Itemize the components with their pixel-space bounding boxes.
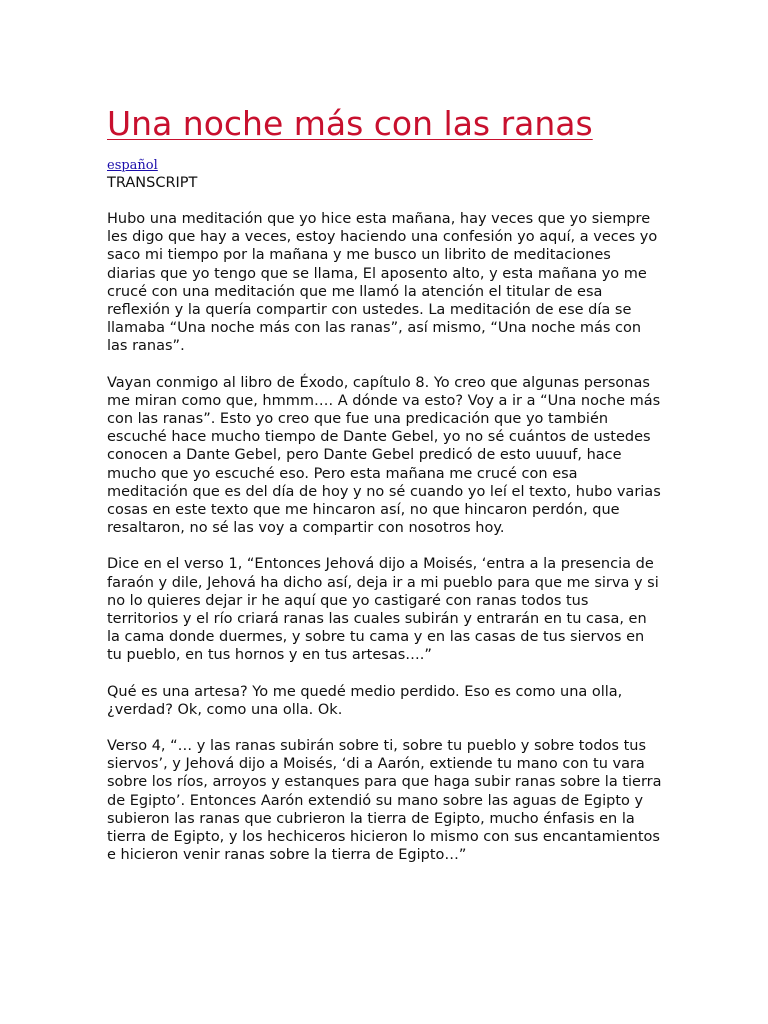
paragraph-5: Verso 4, “… y las ranas subirán sobre ti, sobre tu pueblo y sobre todos tus siervos’, y Jehová dijo a Moisés, ‘di a Aarón, extiende tu mano con tu vara sobre los ríos, arroyos y estanques para que haga subir ranas sobre la tierra de Egipto’. Entonces Aarón extendió su mano sobre las aguas de Egipto y subieron las ranas que cubrieron la tierra de Egipto, mucho énfasis en la tierra de Egipto, y los hechiceros hicieron lo mismo con sus encantamientos e hicieron venir ranas sobre la tierra de Egipto…” (107, 738, 662, 864)
document-page (107, 104, 662, 865)
page-title: Una noche más con las ranas (107, 104, 593, 143)
language-link[interactable]: español (107, 158, 158, 173)
transcript-label: TRANSCRIPT (107, 175, 198, 191)
paragraph-1: Hubo una meditación que yo hice esta mañana, hay veces que yo siempre les digo que hay a veces, estoy haciendo una confesión yo aquí, a veces yo saco mi tiempo por la mañana y me busco un librito de meditaciones diarias que yo tengo que se llama, El aposento alto, y esta mañana yo me crucé con una meditación que me llamó la atención el titular de esa reflexión y la quería compartir con ustedes. La meditación de ese día se llamaba “Una noche más con las ranas”, así mismo, “Una noche más con las ranas”. (107, 211, 658, 355)
paragraph-2: Vayan conmigo al libro de Éxodo, capítulo 8. Yo creo que algunas personas me miran como que, hmmm…. A dónde va esto? Voy a ir a “Una noche más con las ranas”. Esto yo creo que fue una predicación que yo también escuché hace mucho tiempo de Dante Gebel, yo no sé cuántos de ustedes conocen a Dante Gebel, pero Dante Gebel predicó de esto uuuuf, hace mucho que yo escuché eso. Pero esta mañana me crucé con esa meditación que es del día de hoy y no sé cuando yo leí el texto, hubo varias cosas en este texto que me hincaron así, no que hincaron perdón, que resaltaron, no sé las voy a compartir con nosotros hoy. (107, 374, 661, 537)
paragraph-4: Qué es una artesa? Yo me quedé medio perdido. Eso es como una olla, ¿verdad? Ok, como una olla. Ok. (107, 683, 623, 718)
paragraph-3: Dice en el verso 1, “Entonces Jehová dijo a Moisés, ‘entra a la presencia de faraón y dile, Jehová ha dicho así, deja ir a mi pueblo para que me sirva y si no lo quieres dejar ir he aquí que yo castigaré con ranas todos tus territorios y el río criará ranas las cuales subirán y entrarán en tu casa, en la cama donde duermes, y sobre tu cama y en las casas de tus siervos en tu pueblo, en tus hornos y en tus artesas….” (107, 556, 659, 664)
